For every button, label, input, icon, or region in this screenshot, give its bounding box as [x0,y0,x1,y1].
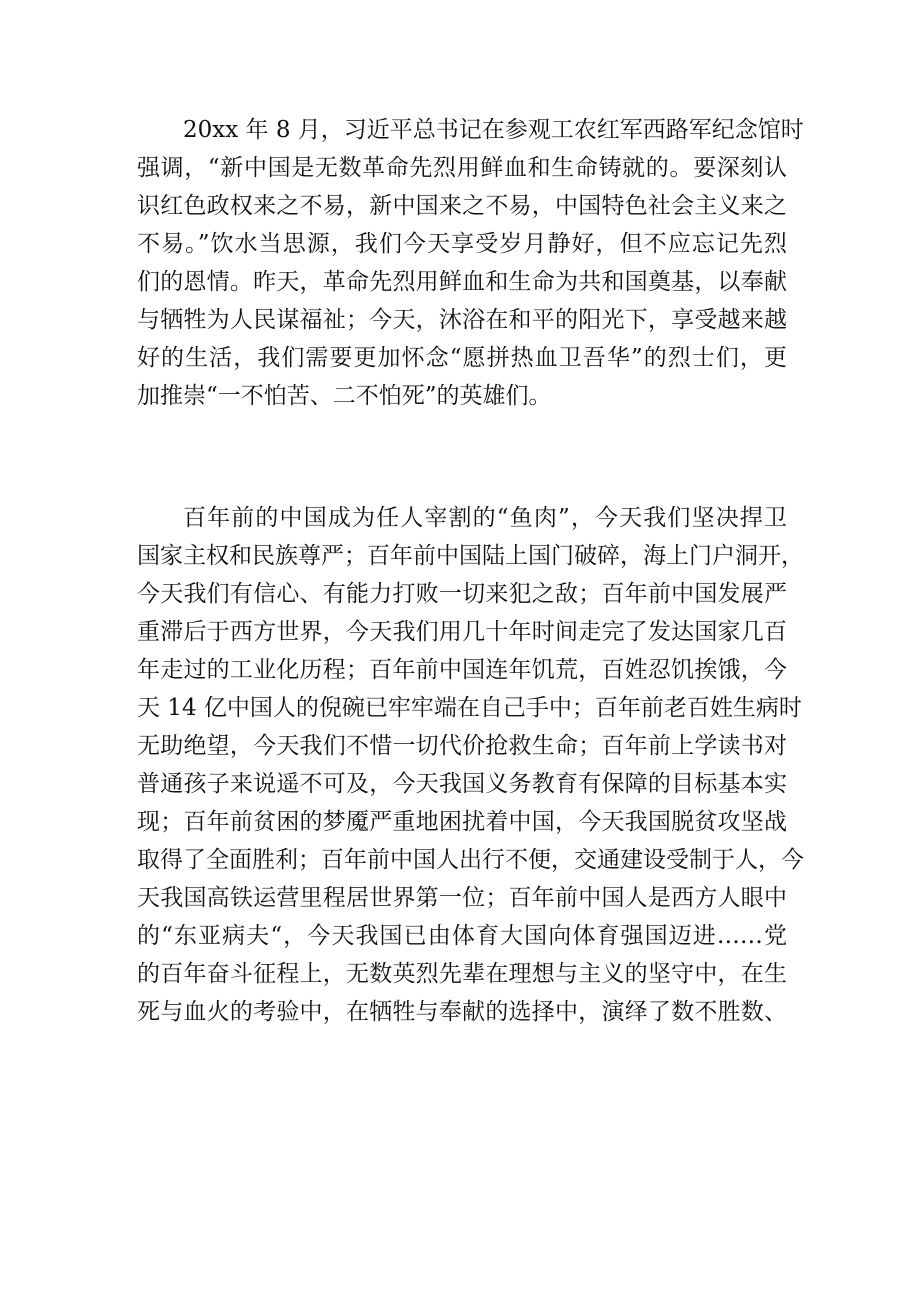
paragraph-line: 好的生活，我们需要更加怀念“愿拼热血卫吾华”的烈士们，更 [137,345,787,371]
paragraph-line: 识红色政权来之不易，新中国来之不易，中国特色社会主义来之 [137,193,787,219]
paragraph-line: 国家主权和民族尊严；百年前中国陆上国门破碎，海上门户洞开， [137,543,804,569]
paragraph-line: 无助绝望，今天我们不惜一切代价抢救生命；百年前上学读书对 [137,733,787,759]
paragraph-line: 的百年奋斗征程上，无数英烈先辈在理想与主义的坚守中，在生 [137,961,787,987]
paragraph-line: 重滞后于西方世界，今天我们用几十年时间走完了发达国家几百 [137,619,787,645]
paragraph-line: 与牺牲为人民谋福祉；今天，沐浴在和平的阳光下，享受越来越 [137,307,787,333]
paragraph-1 [137,111,804,415]
paragraph-line: 的“东亚病夫“，今天我国已由体育大国向体育强国迈进……党 [137,923,787,949]
paragraph-2 [137,499,804,1031]
paragraph-line: 加推崇“一不怕苦、二不怕死”的英雄们。 [137,383,552,409]
paragraph-line: 年走过的工业化历程；百年前中国连年饥荒，百姓忍饥挨饿，今 [137,657,787,683]
paragraph-line: 死与血火的考验中，在牺牲与奉献的选择中，演绎了数不胜数、 [137,999,787,1025]
paragraph-line: 20xx 年 8 月，习近平总书记在参观工农红军西路军纪念馆时 [183,117,804,143]
paragraph-line: 不易。”饮水当思源，我们今天享受岁月静好，但不应忘记先烈 [137,231,787,257]
paragraph-line: 今天我们有信心、有能力打败一切来犯之敌；百年前中国发展严 [137,581,787,607]
paragraph-line: 们的恩情。昨天，革命先烈用鲜血和生命为共和国奠基，以奉献 [137,269,787,295]
paragraph-line: 天 14 亿中国人的倪碗已牢牢端在自己手中；百年前老百姓生病时 [137,695,802,721]
paragraph-line: 强调，“新中国是无数革命先烈用鲜血和生命铸就的。要深刻认 [137,155,787,181]
paragraph-line: 取得了全面胜利；百年前中国人出行不便，交通建设受制于人，今 [137,847,804,873]
paragraph-line: 现；百年前贫困的梦魇严重地困扰着中国，今天我国脱贫攻坚战 [137,809,787,835]
paragraph-line: 天我国高铁运营里程居世界第一位；百年前中国人是西方人眼中 [137,885,787,911]
paragraph-line: 普通孩子来说遥不可及，今天我国义务教育有保障的目标基本实 [137,771,787,797]
paragraph-line: 百年前的中国成为任人宰割的“鱼肉”，今天我们坚决捍卫 [183,505,787,531]
